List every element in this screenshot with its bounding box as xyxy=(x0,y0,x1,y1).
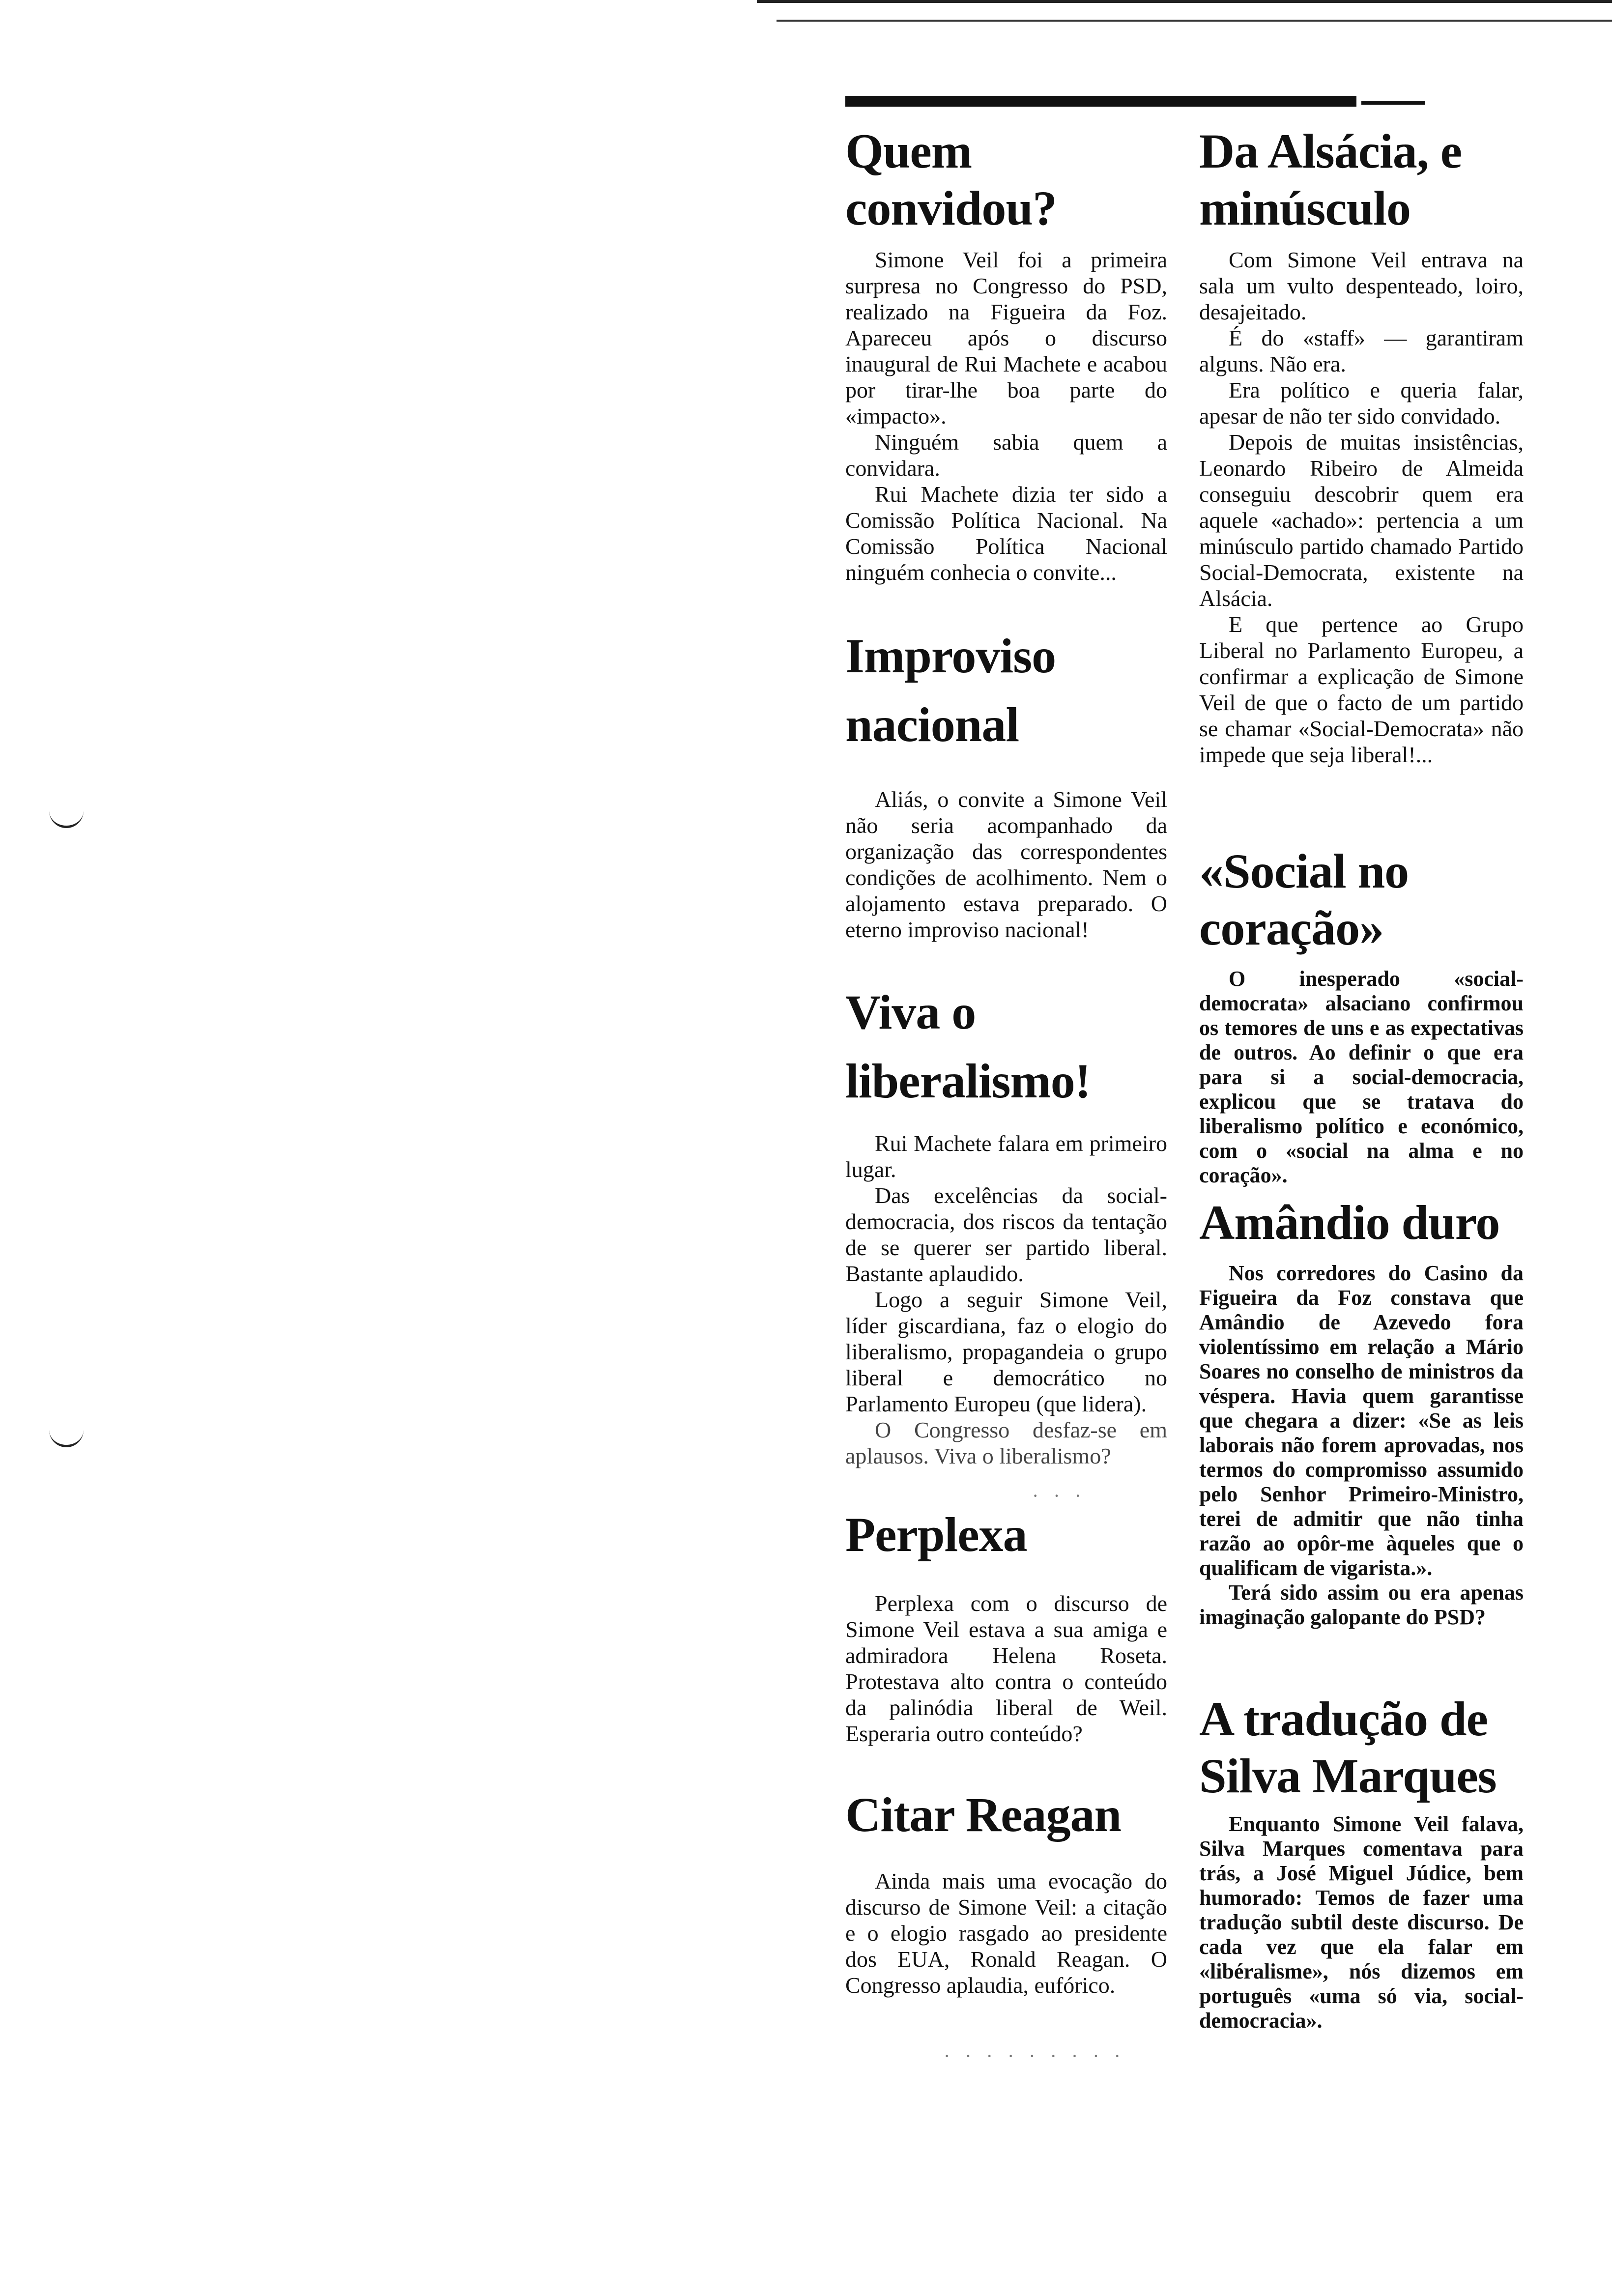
article-body xyxy=(1199,967,1524,1188)
article-viva-o-liberalismo xyxy=(845,978,1167,1469)
article-amandio-duro xyxy=(1199,1194,1524,1630)
article-social-no-coracao xyxy=(1199,843,1524,1188)
paragraph: Depois de muitas insistências, Leonardo Ribeiro de Almeida conseguiu descobrir quem era aquele «achado»: pertencia a um minúsculo partido chamado Partido Social-Democrata, existente na Alsácia. xyxy=(1199,430,1524,611)
paragraph: Nos corredores do Casino da Figueira da Foz constava que Amândio de Azevedo fora violentíssimo em relação a Mário Soares no conselho de ministros da véspera. Havia quem garantisse que chegara a dizer: «Se as leis laborais não forem aprovadas, nos termos do compromisso assumido pelo Senhor Primeiro-Ministro, terei de admitir que não tinha razão ao opôr-me àqueles que o qualificam de vigarista.». xyxy=(1199,1261,1524,1580)
article-body xyxy=(845,1130,1167,1469)
headline: Viva o liberalismo! xyxy=(845,985,1091,1108)
article-body xyxy=(1199,1812,1524,2033)
paragraph: Ainda mais uma evocação do discurso de Simone Veil: a citação e o elogio rasgado ao presidente dos EUA, Ronald Reagan. O Congresso aplaudia, eufórico. xyxy=(845,1868,1167,1998)
top-rule-secondary xyxy=(777,20,1612,22)
article-citar-reagan xyxy=(845,1786,1167,1998)
paragraph: Ninguém sabia quem a convidara. xyxy=(845,430,1167,481)
punch-hole-mark xyxy=(49,806,84,828)
paragraph: Com Simone Veil entrava na sala um vulto despenteado, loiro, desajeitado. xyxy=(1199,247,1524,324)
article-body xyxy=(1199,1261,1524,1630)
headline: Amândio duro xyxy=(1199,1195,1500,1250)
article-body xyxy=(845,247,1167,585)
headline: Da Alsácia, e minúsculo xyxy=(1199,124,1462,235)
article-perplexa xyxy=(845,1506,1167,1747)
paragraph: O Congresso desfaz-se em aplausos. Viva o liberalismo? xyxy=(845,1417,1167,1468)
article-body xyxy=(845,786,1167,943)
paragraph: Das excelências da social-democracia, dos riscos da tentação de se querer ser partido liberal. Bastante aplaudido. xyxy=(845,1183,1167,1286)
paragraph: É do «staff» — garantiram alguns. Não era. xyxy=(1199,325,1524,376)
headline: Improviso nacional xyxy=(845,629,1056,752)
article-body xyxy=(845,1868,1167,1998)
article-quem-convidou xyxy=(845,123,1167,585)
headline: Quem convidou? xyxy=(845,124,1057,235)
headline: «Social no coração» xyxy=(1199,844,1409,955)
paragraph: O inesperado «social-democrata» alsaciano confirmou os temores de uns e as expectativas de outros. Ao definir o que era para si a social-democracia, explicou que se tratava do liberalismo político e económico, com o «social na alma e no coração». xyxy=(1199,967,1524,1187)
paragraph: Rui Machete falara em primeiro lugar. xyxy=(845,1131,1167,1182)
paragraph: Simone Veil foi a primeira surpresa no Congresso do PSD, realizado na Figueira da Foz. Apareceu após o discurso inaugural de Rui Machete e acabou por tirar-lhe boa parte do «impacto». xyxy=(845,247,1167,429)
headline: Citar Reagan xyxy=(845,1787,1122,1842)
paragraph: E que pertence ao Grupo Liberal no Parlamento Europeu, a confirmar a explicação de Simone Veil de que o facto de um partido se chamar «Social-Democrata» não impede que seja liberal!... xyxy=(1199,612,1524,767)
paragraph: Terá sido assim ou era apenas imaginação galopante do PSD? xyxy=(1199,1580,1524,1629)
article-improviso-nacional xyxy=(845,622,1167,943)
paragraph: Rui Machete dizia ter sido a Comissão Política Nacional. Na Comissão Política Nacional ninguém conhecia o convite... xyxy=(845,482,1167,585)
article-body xyxy=(1199,247,1524,768)
punch-hole-mark xyxy=(49,1425,84,1447)
headline: Perplexa xyxy=(845,1507,1027,1562)
column-header-bar xyxy=(845,96,1356,107)
paragraph: Enquanto Simone Veil falava, Silva Marques comentava para trás, a José Miguel Júdice, bem humorado: Temos de fazer uma tradução subtil deste discurso. De cada vez que ela falar em «libéralisme», nós dizemos em português «uma só via, social-democracia». xyxy=(1199,1812,1524,2033)
column-header-bar-end xyxy=(1361,101,1425,105)
top-rule xyxy=(757,0,1612,3)
headline: A tradução de Silva Marques xyxy=(1199,1692,1497,1803)
paragraph: Perplexa com o discurso de Simone Veil estava a sua amiga e admiradora Helena Roseta. Protestava alto contra o conteúdo da palinódia liberal de Weil. Esperaria outro conteúdo? xyxy=(845,1591,1167,1746)
article-da-alsacia xyxy=(1199,123,1524,768)
paragraph: Logo a seguir Simone Veil, líder giscardiana, faz o elogio do liberalismo, propagandeia o grupo liberal e democrático no Parlamento Europeu (que lidera). xyxy=(845,1287,1167,1416)
print-specks: · · · xyxy=(1032,1485,1086,1507)
article-body xyxy=(845,1590,1167,1747)
paragraph: Era político e queria falar, apesar de não ter sido convidado. xyxy=(1199,377,1524,429)
paragraph: Aliás, o convite a Simone Veil não seria acompanhado da organização das correspondentes condições de acolhimento. Nem o alojamento estava preparado. O eterno improviso nacional! xyxy=(845,787,1167,942)
article-a-traducao xyxy=(1199,1691,1524,2033)
print-specks: · · · · · · · · · xyxy=(944,2045,1125,2067)
